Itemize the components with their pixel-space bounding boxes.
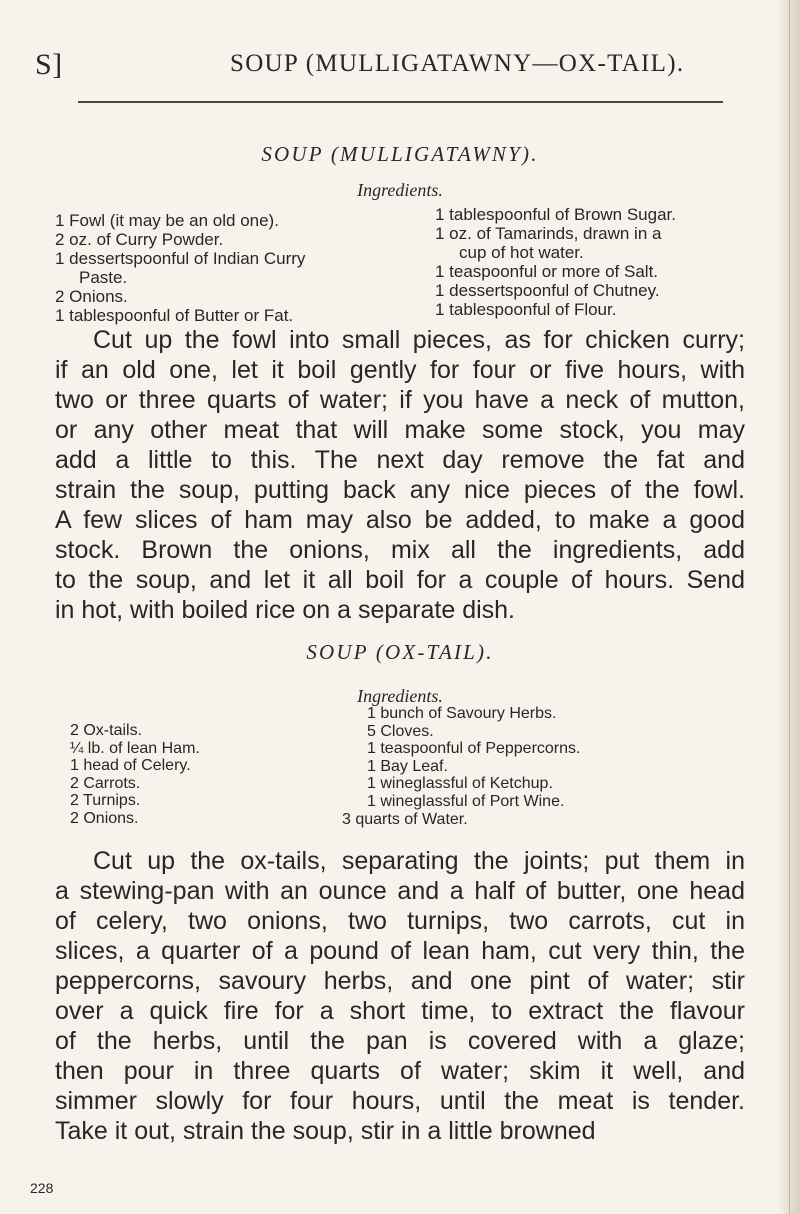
method-line: Take it out, strain the soup, stir in a little browned xyxy=(55,1117,596,1145)
header-rule xyxy=(78,101,723,103)
ingredients-heading-mulligatawny: Ingredients. xyxy=(357,180,443,200)
recipe-title-mulligatawny: SOUP (MULLIGATAWNY). xyxy=(261,142,539,166)
ingredients-heading-oxtail: Ingredients. xyxy=(357,686,443,706)
method-line: Cut up the fowl into small pieces, as for chicken curry; xyxy=(93,326,745,354)
method-line: slices, a quarter of a pound of lean ham, cut very thin, the xyxy=(55,937,745,965)
method-line: add a little to this. The next day remove the fat and xyxy=(55,446,745,474)
ingredient-item: 1 bunch of Savoury Herbs. xyxy=(367,705,557,722)
method-oxtail xyxy=(55,846,745,1146)
ingredient-item: Paste. xyxy=(79,268,128,287)
ingredients-final-oxtail xyxy=(342,811,468,829)
method-line: strain the soup, putting back any nice pieces of the fowl. xyxy=(55,476,745,504)
ingredient-item: 5 Cloves. xyxy=(367,722,434,740)
method-line: of the herbs, until the pan is covered with a glaze; xyxy=(55,1027,745,1055)
ingredients-left-oxtail xyxy=(70,722,200,827)
method-mulligatawny xyxy=(55,325,745,625)
method-line: of celery, two onions, two turnips, two carrots, cut in xyxy=(55,907,745,935)
ingredient-item: 1 teaspoonful or more of Salt. xyxy=(435,262,659,281)
section-mark: S] xyxy=(35,48,63,81)
method-line: simmer slowly for four hours, until the meat is tender. xyxy=(55,1087,745,1115)
ingredient-item: 1 dessertspoonful of Chutney. xyxy=(435,281,660,300)
ingredient-item: 1 wineglassful of Ketchup. xyxy=(367,775,553,792)
ingredient-item: 1 head of Celery. xyxy=(70,757,191,774)
ingredients-right-oxtail xyxy=(367,705,580,810)
method-line: Cut up the ox-tails, separating the joints; put them in xyxy=(93,847,745,875)
method-line: stock. Brown the onions, mix all the ingredients, add xyxy=(55,536,745,564)
ingredient-item: 2 Turnips. xyxy=(70,792,141,809)
method-line: a stewing-pan with an ounce and a half of butter, one head xyxy=(55,877,745,905)
ingredients-left-mulligatawny xyxy=(55,211,305,325)
ingredient-item: 1 teaspoonful of Peppercorns. xyxy=(367,740,581,757)
ingredient-item: 1 Fowl (it may be an old one). xyxy=(55,211,279,230)
ingredient-item: 1 wineglassful of Port Wine. xyxy=(367,792,565,810)
page-header xyxy=(35,48,755,88)
method-line: over a quick fire for a short time, to extract the flavour xyxy=(55,997,745,1025)
ingredient-item: 2 oz. of Curry Powder. xyxy=(55,230,224,249)
method-line: if an old one, let it boil gently for four or five hours, with xyxy=(55,356,745,384)
ingredient-item: 1 tablespoonful of Flour. xyxy=(435,300,617,319)
ingredient-item: 2 Onions. xyxy=(55,287,128,306)
ingredient-item: 1 oz. of Tamarinds, drawn in a xyxy=(435,224,662,243)
method-line: or any other meat that will make some stock, you may xyxy=(55,416,745,444)
method-line: two or three quarts of water; if you have a neck of mutton, xyxy=(55,386,745,414)
ingredient-item: cup of hot water. xyxy=(459,243,584,262)
ingredient-item: 3 quarts of Water. xyxy=(342,811,468,828)
method-line: A few slices of ham may also be added, to make a good xyxy=(55,506,745,534)
method-line: then pour in three quarts of water; skim it well, and xyxy=(55,1057,745,1085)
ingredients-right-mulligatawny xyxy=(435,205,676,319)
ingredient-item: 2 Carrots. xyxy=(70,774,141,792)
ingredient-item: 1 tablespoonful of Brown Sugar. xyxy=(435,205,676,224)
ingredient-item: 2 Onions. xyxy=(70,809,139,827)
recipe-title-oxtail: SOUP (OX-TAIL). xyxy=(306,640,494,664)
ingredient-item: 2 Ox-tails. xyxy=(70,722,143,739)
running-title: SOUP (MULLIGATAWNY—OX-TAIL). xyxy=(230,50,685,77)
ingredient-item: 1 tablespoonful of Butter or Fat. xyxy=(55,306,294,325)
ingredient-item: ¼ lb. of lean Ham. xyxy=(70,739,200,757)
page-number: 228 xyxy=(30,1180,54,1196)
ingredient-item: 1 Bay Leaf. xyxy=(367,757,448,775)
method-line: to the soup, and let it all boil for a couple of hours. Send xyxy=(55,566,745,594)
method-line: peppercorns, savoury herbs, and one pint of water; stir xyxy=(55,967,745,995)
ingredient-item: 1 dessertspoonful of Indian Curry xyxy=(55,249,306,268)
method-line: in hot, with boiled rice on a separate dish. xyxy=(55,596,515,624)
